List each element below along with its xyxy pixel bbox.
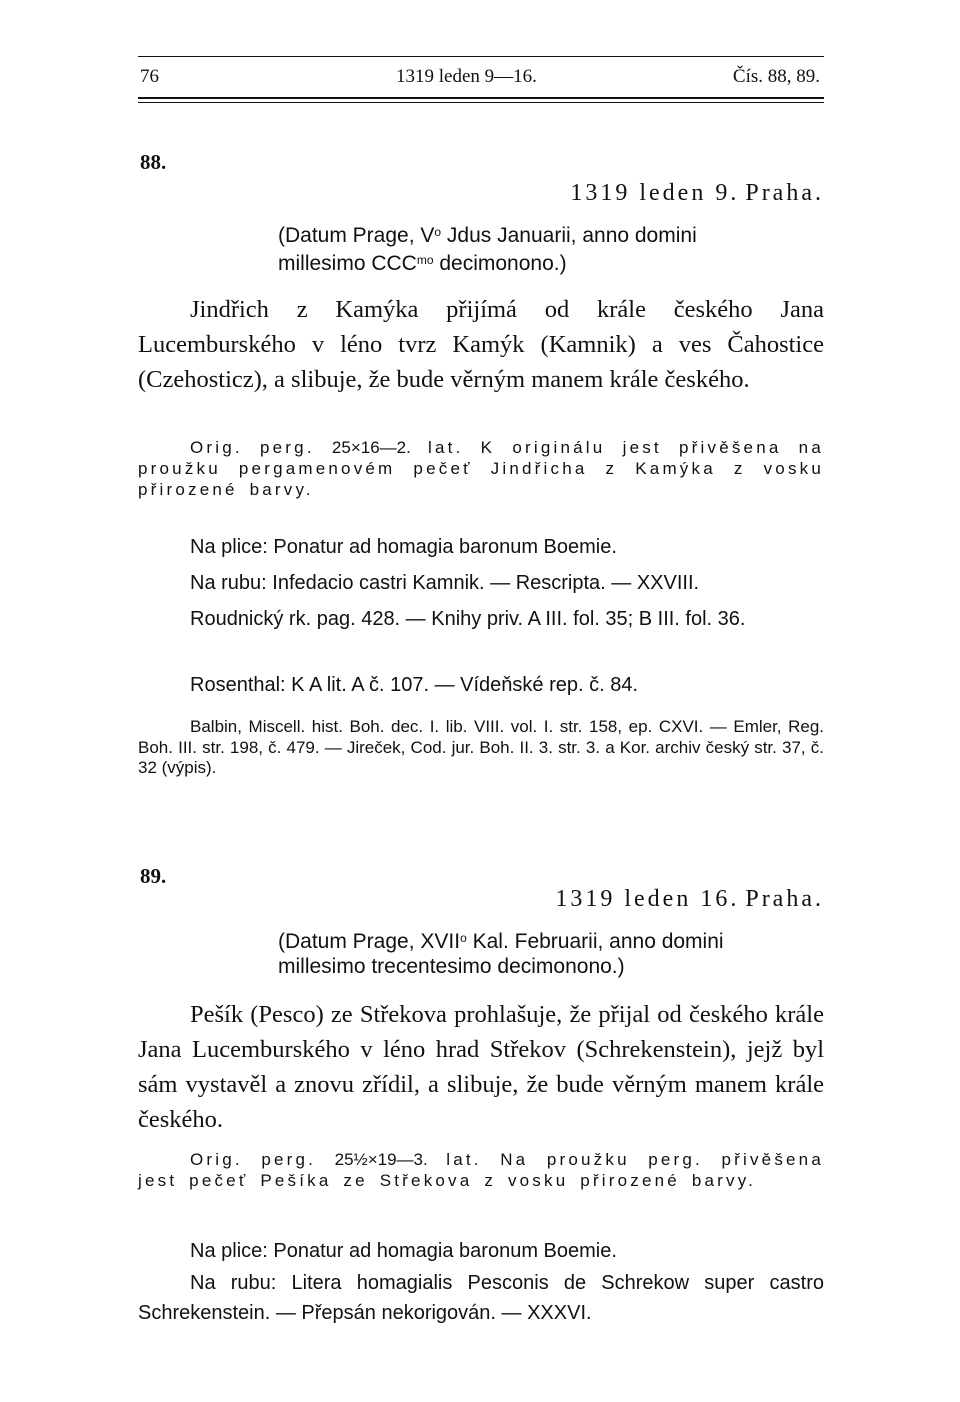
entry-date: [555, 886, 824, 913]
original-description: [138, 437, 824, 500]
datum-text: Kal. Februarii, anno domini: [466, 930, 724, 953]
original-description: [138, 1149, 824, 1191]
header-rule: [138, 97, 824, 99]
datum-text: millesimo trecentesimo decimonono.): [278, 955, 625, 978]
note-roudnicky: Roudnický rk. pag. 428. — Knihy priv. A III. fol. 35; B III. fol. 36.: [190, 608, 746, 630]
running-header: [138, 66, 824, 90]
datum-text: decimonono.): [433, 252, 567, 275]
datum-text: (Datum Prage, XVII: [278, 930, 461, 953]
note-na-plice: Na plice: Ponatur ad homagia baronum Boemie.: [190, 1240, 617, 1262]
note-na-rubu: Na rubu: Infedacio castri Kamnik. — Rescripta. — XXVIII.: [190, 572, 700, 594]
entry-number: 88.: [140, 150, 167, 174]
header-top-rule: [138, 56, 824, 57]
orig-text: lat. Na proužku perg. přivěšena jest pečeť Pešíka ze Střekova z vosku přirozené barvy.: [138, 1150, 824, 1190]
note-na-rubu: Na rubu: Litera homagialis Pesconis de Schrekow super castro Schrekenstein. — Přepsán nekorigován. — XXXVI.: [138, 1272, 824, 1324]
literature-references: Balbin, Miscell. hist. Boh. dec. I. lib. VIII. vol. I. str. 158, ep. CXVI. — Emler, Reg. Boh. III. str. 198, č. 479. — Jireček, Cod. jur. Boh. II. 3. str. 3. a Kor. archiv český str. 37, č. 32 (výpis).: [138, 717, 824, 777]
page-number: 76: [140, 66, 159, 87]
orig-label: Orig. perg.: [190, 438, 332, 457]
entry-date-text: 1319 leden 9.: [570, 180, 740, 206]
datum-text: millesimo CCC: [278, 252, 417, 275]
entry-date: [570, 180, 824, 207]
note-na-plice: Na plice: Ponatur ad homagia baronum Boemie.: [190, 536, 617, 558]
datum-superscript: o: [434, 225, 442, 239]
datum-superscript: o: [460, 931, 467, 945]
regest-paragraph: Jindřich z Kamýka přijímá od krále českého Jana Lucemburského v léno tvrz Kamýk (Kamnik) a ves Čahostice (Czehosticz), a slibuje, že bude věrným manem krále českého.: [138, 296, 824, 393]
entry-number: 89.: [140, 864, 167, 888]
header-rule-thin: [138, 102, 824, 103]
entry-date-text: 1319 leden 16.: [555, 886, 740, 912]
header-date-range: 1319 leden 9—16.: [396, 66, 537, 87]
datum-clause: [278, 220, 824, 276]
datum-text: (Datum Prage, V: [278, 224, 435, 247]
orig-dimensions: 25×16—2.: [331, 438, 411, 457]
note-rosenthal: Rosenthal: K A lit. A č. 107. — Vídeňské rep. č. 84.: [190, 674, 639, 696]
datum-text: Jdus Januarii, anno domini: [441, 224, 697, 247]
orig-text: lat. K originálu jest přivěšena na proužku pergamenovém pečeť Jindřicha z Kamýka z vosku přirozené barvy.: [138, 438, 824, 499]
orig-label: Orig. perg.: [190, 1150, 335, 1169]
datum-clause: [278, 926, 824, 979]
datum-superscript: mo: [416, 253, 434, 267]
orig-dimensions: 25½×19—3.: [334, 1150, 428, 1169]
header-doc-numbers: Čís. 88, 89.: [732, 66, 820, 87]
regest-paragraph: Pešík (Pesco) ze Střekova prohlašuje, že přijal od českého krále Jana Lucemburského v léno hrad Střekov (Schrekenstein), jejž byl sám vystavěl a znovu zřídil, a slibuje, že bude věrným manem krále českého.: [138, 1001, 824, 1133]
entry-place: Praha.: [745, 180, 824, 206]
entry-place: Praha.: [745, 886, 824, 912]
